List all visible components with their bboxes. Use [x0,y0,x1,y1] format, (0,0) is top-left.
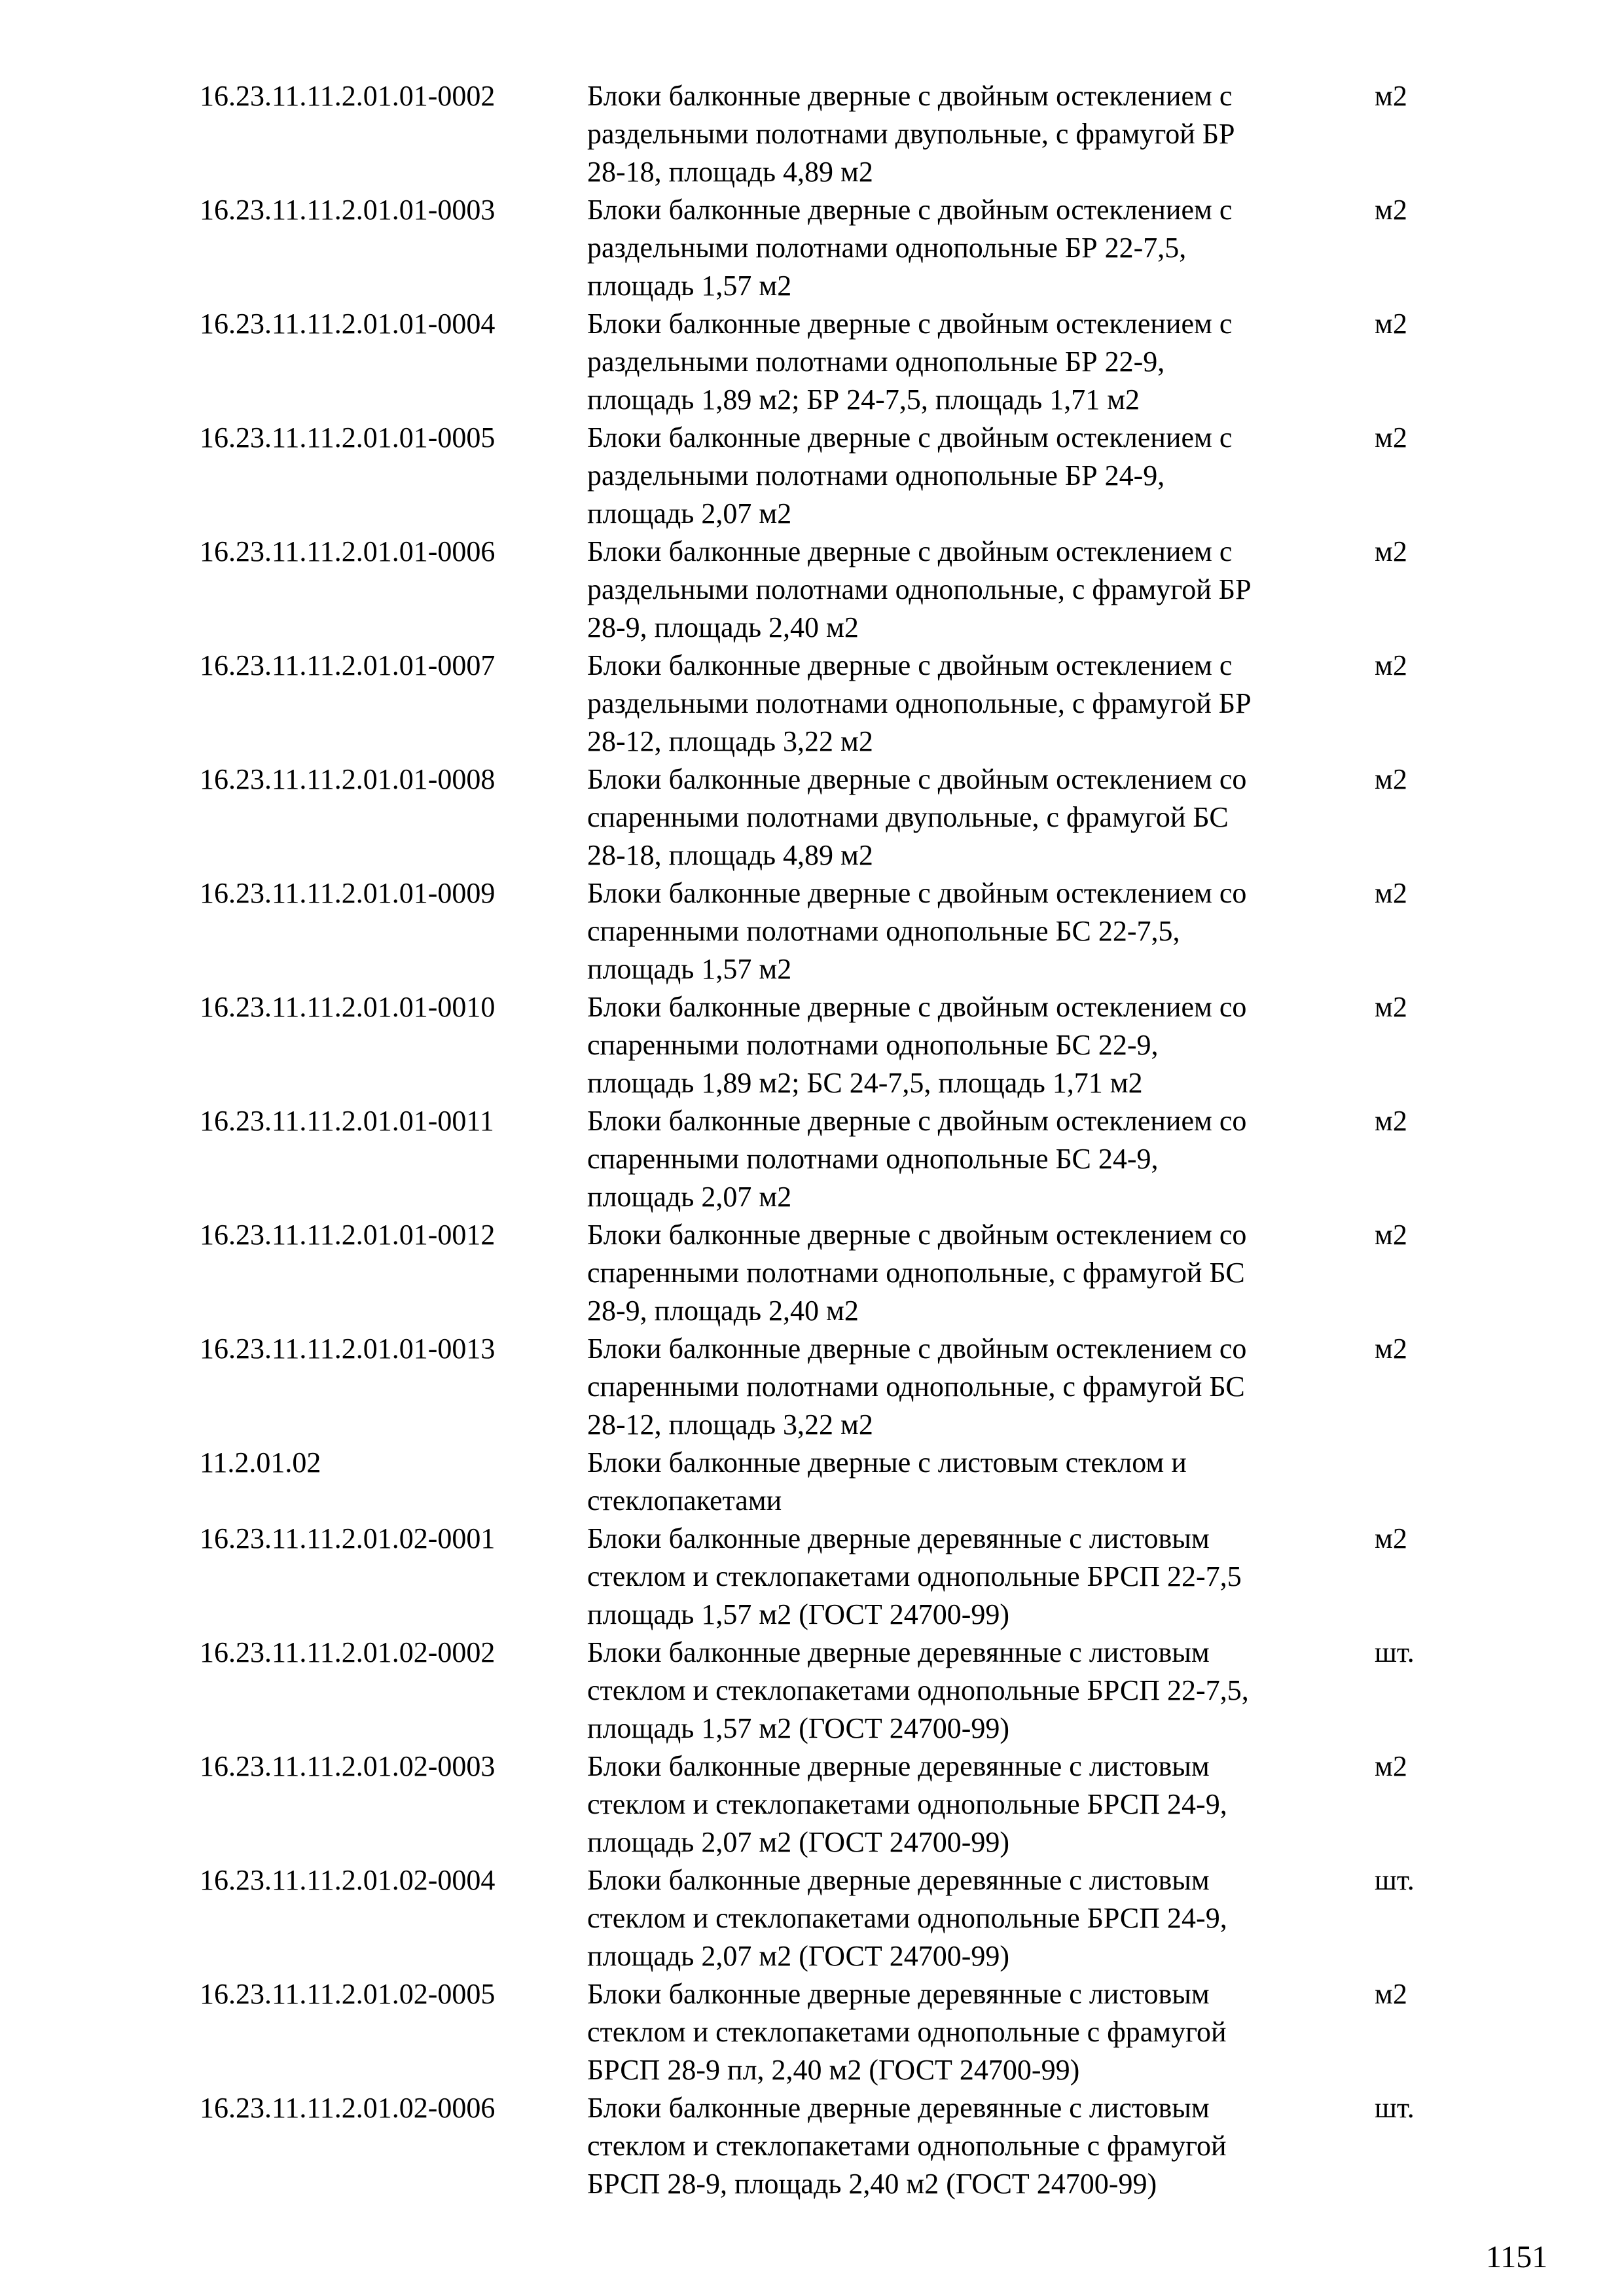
item-code: 11.2.01.02 [200,1446,321,1479]
table-row [200,77,1443,191]
description-line: БРСП 28-9, площадь 2,40 м2 (ГОСТ 24700-99) [587,2168,1157,2200]
description-line: стеклом и стеклопакетами однопольные БРСП 22-7,5, [587,1674,1249,1706]
item-description [587,988,1366,1102]
table-row [200,1520,1443,1634]
description-line: стеклом и стеклопакетами однопольные с фрамугой [587,2130,1227,2162]
table-row [200,647,1443,761]
table-row [200,761,1443,874]
description-line: площадь 1,89 м2; БС 24-7,5, площадь 1,71 м2 [587,1067,1143,1099]
item-unit: шт. [1375,1636,1415,1668]
price-list-table [200,77,1443,2203]
description-line: 28-9, площадь 2,40 м2 [587,1295,859,1327]
item-unit: м2 [1375,1333,1407,1365]
description-line: раздельными полотнами однопольные БР 24-9, [587,459,1165,492]
description-line: Блоки балконные дверные с двойным остеклением со [587,1105,1247,1137]
item-unit: м2 [1375,649,1407,681]
description-line: стеклом и стеклопакетами однопольные БРСП 24-9, [587,1788,1227,1820]
table-row [200,1975,1443,2089]
item-unit: м2 [1375,80,1407,112]
item-code: 16.23.11.11.2.01.01-0007 [200,649,496,681]
item-description [587,1634,1366,1748]
item-code: 16.23.11.11.2.01.01-0012 [200,1219,496,1251]
item-description [587,1520,1366,1634]
item-unit: м2 [1375,422,1407,454]
item-description [587,533,1366,647]
item-code: 16.23.11.11.2.01.02-0003 [200,1750,496,1782]
item-code: 16.23.11.11.2.01.01-0013 [200,1333,496,1365]
item-code: 16.23.11.11.2.01.02-0001 [200,1522,496,1554]
item-description [587,1216,1366,1330]
description-line: площадь 1,57 м2 (ГОСТ 24700-99) [587,1712,1010,1744]
table-row [200,305,1443,419]
description-line: стеклом и стеклопакетами однопольные с фрамугой [587,2016,1227,2048]
item-description [587,419,1366,533]
description-line: площадь 2,07 м2 [587,1181,792,1213]
description-line: спаренными полотнами однопольные БС 24-9, [587,1143,1159,1175]
description-line: раздельными полотнами однопольные БР 22-9, [587,346,1165,378]
item-code: 16.23.11.11.2.01.01-0008 [200,763,496,795]
description-line: Блоки балконные дверные с двойным остеклением со [587,991,1247,1023]
description-line: площадь 2,07 м2 (ГОСТ 24700-99) [587,1826,1010,1858]
description-line: Блоки балконные дверные с двойным остеклением со [587,1333,1247,1365]
description-line: стеклом и стеклопакетами однопольные БРСП 22-7,5 [587,1560,1242,1592]
item-code: 16.23.11.11.2.01.02-0004 [200,1864,496,1896]
table-row [200,1102,1443,1216]
description-line: раздельными полотнами однопольные, с фрамугой БР [587,687,1252,719]
item-unit: м2 [1375,1105,1407,1137]
table-row [200,2089,1443,2203]
item-unit: м2 [1375,1978,1407,2010]
item-description [587,1861,1366,1975]
description-line: Блоки балконные дверные деревянные с листовым [587,2092,1210,2124]
description-line: Блоки балконные дверные деревянные с листовым [587,1522,1210,1554]
item-code: 16.23.11.11.2.01.01-0006 [200,535,496,567]
item-code: 16.23.11.11.2.01.02-0006 [200,2092,496,2124]
item-code: 16.23.11.11.2.01.01-0002 [200,80,496,112]
description-line: спаренными полотнами двупольные, с фрамугой БС [587,801,1229,833]
table-row [200,533,1443,647]
description-line: Блоки балконные дверные с двойным остеклением со [587,1219,1247,1251]
item-unit: шт. [1375,2092,1415,2124]
table-row [200,874,1443,988]
item-unit: м2 [1375,1750,1407,1782]
item-unit: м2 [1375,763,1407,795]
table-row [200,1330,1443,1444]
item-code: 16.23.11.11.2.01.01-0004 [200,308,496,340]
page-number: 1151 [1486,2240,1548,2274]
item-code: 16.23.11.11.2.01.01-0011 [200,1105,494,1137]
item-unit: м2 [1375,1522,1407,1554]
item-unit: м2 [1375,194,1407,226]
item-code: 16.23.11.11.2.01.02-0005 [200,1978,496,2010]
description-line: спаренными полотнами однопольные БС 22-7,5, [587,915,1180,947]
item-unit: м2 [1375,535,1407,567]
description-line: Блоки балконные дверные деревянные с листовым [587,1636,1210,1668]
description-line: спаренными полотнами однопольные, с фрамугой БС [587,1371,1245,1403]
item-description [587,2089,1366,2203]
table-row [200,988,1443,1102]
item-description [587,1748,1366,1861]
description-line: БРСП 28-9 пл, 2,40 м2 (ГОСТ 24700-99) [587,2054,1080,2086]
item-description [587,191,1366,305]
item-description [587,1975,1366,2089]
description-line: площадь 1,57 м2 [587,270,792,302]
item-description [587,77,1366,191]
item-description [587,874,1366,988]
item-description [587,761,1366,874]
description-line: раздельными полотнами однопольные, с фрамугой БР [587,573,1252,605]
description-line: 28-9, площадь 2,40 м2 [587,611,859,643]
description-line: 28-18, площадь 4,89 м2 [587,839,873,871]
description-line: Блоки балконные дверные с листовым стеклом и [587,1446,1187,1479]
description-line: раздельными полотнами двупольные, с фрамугой БР [587,118,1235,150]
description-line: Блоки балконные дверные с двойным остеклением со [587,763,1247,795]
item-code: 16.23.11.11.2.01.01-0005 [200,422,496,454]
item-description [587,647,1366,761]
item-code: 16.23.11.11.2.01.02-0002 [200,1636,496,1668]
item-unit: шт. [1375,1864,1415,1896]
description-line: Блоки балконные дверные с двойным остеклением с [587,535,1233,567]
description-line: Блоки балконные дверные с двойным остеклением с [587,194,1233,226]
item-unit: м2 [1375,991,1407,1023]
item-code: 16.23.11.11.2.01.01-0009 [200,877,496,909]
description-line: площадь 1,57 м2 [587,953,792,985]
description-line: Блоки балконные дверные с двойным остеклением с [587,308,1233,340]
item-unit: м2 [1375,1219,1407,1251]
item-unit: м2 [1375,308,1407,340]
table-row [200,1444,1443,1520]
item-unit: м2 [1375,877,1407,909]
item-description [587,1444,1366,1520]
description-line: площадь 2,07 м2 (ГОСТ 24700-99) [587,1940,1010,1972]
description-line: 28-12, площадь 3,22 м2 [587,725,873,757]
description-line: Блоки балконные дверные с двойным остеклением с [587,80,1233,112]
description-line: площадь 2,07 м2 [587,497,792,529]
table-row [200,1634,1443,1748]
description-line: спаренными полотнами однопольные БС 22-9, [587,1029,1159,1061]
table-row [200,419,1443,533]
item-description [587,1330,1366,1444]
description-line: Блоки балконные дверные деревянные с листовым [587,1750,1210,1782]
table-row [200,1216,1443,1330]
description-line: спаренными полотнами однопольные, с фрамугой БС [587,1257,1245,1289]
description-line: стеклопакетами [587,1484,782,1516]
description-line: площадь 1,89 м2; БР 24-7,5, площадь 1,71 м2 [587,384,1140,416]
description-line: Блоки балконные дверные с двойным остеклением с [587,649,1233,681]
description-line: Блоки балконные дверные с двойным остеклением со [587,877,1247,909]
table-row [200,1748,1443,1861]
item-code: 16.23.11.11.2.01.01-0003 [200,194,496,226]
table-row [200,1861,1443,1975]
description-line: площадь 1,57 м2 (ГОСТ 24700-99) [587,1598,1010,1630]
item-description [587,305,1366,419]
description-line: 28-12, площадь 3,22 м2 [587,1408,873,1441]
description-line: Блоки балконные дверные деревянные с листовым [587,1978,1210,2010]
description-line: 28-18, площадь 4,89 м2 [587,156,873,188]
description-line: раздельными полотнами однопольные БР 22-7,5, [587,232,1187,264]
description-line: Блоки балконные дверные деревянные с листовым [587,1864,1210,1896]
description-line: стеклом и стеклопакетами однопольные БРСП 24-9, [587,1902,1227,1934]
description-line: Блоки балконные дверные с двойным остеклением с [587,422,1233,454]
table-row [200,191,1443,305]
item-description [587,1102,1366,1216]
item-code: 16.23.11.11.2.01.01-0010 [200,991,496,1023]
